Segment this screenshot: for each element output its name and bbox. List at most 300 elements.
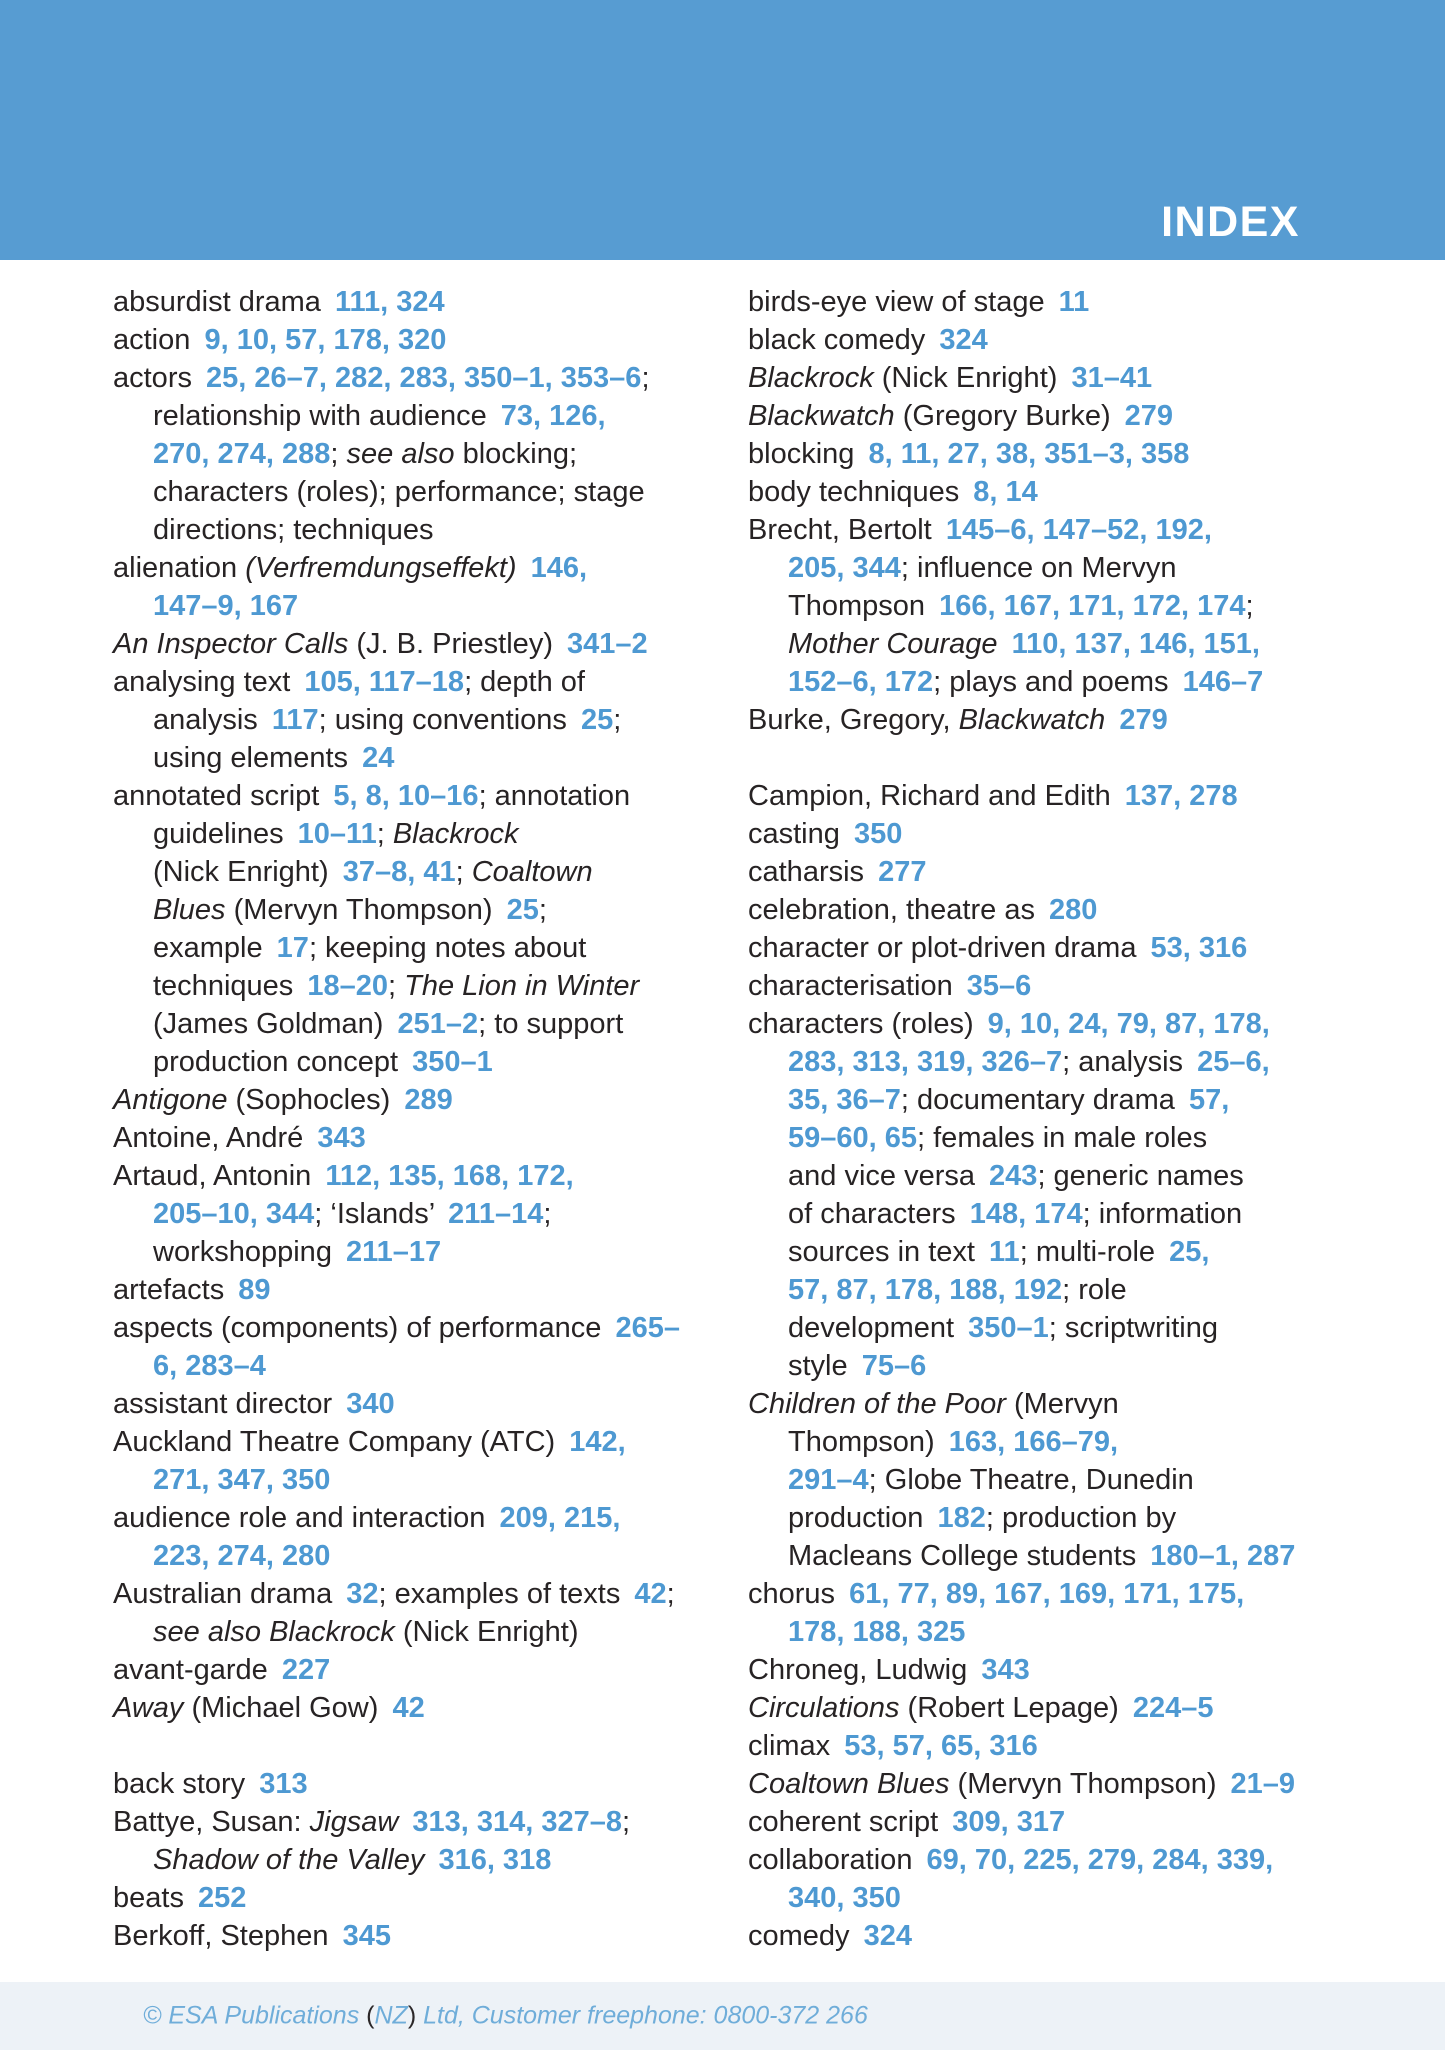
page-numbers: 223, 274, 280 bbox=[153, 1540, 331, 1572]
index-line bbox=[113, 1917, 725, 1955]
entry-text-italic: (Verfremdungseffekt) bbox=[245, 552, 525, 584]
page-numbers: 53, 316 bbox=[1150, 932, 1248, 964]
entry-text: ; females in male roles bbox=[917, 1122, 1208, 1154]
entry-text: black comedy bbox=[748, 324, 934, 356]
entry-text-italic: An Inspector Calls bbox=[113, 628, 349, 660]
entry-text: (Mervyn bbox=[1005, 1388, 1119, 1420]
page-numbers: 324 bbox=[939, 324, 988, 356]
entry-text: ; Globe Theatre, Dunedin bbox=[868, 1464, 1194, 1496]
index-line bbox=[113, 1347, 725, 1385]
entry-text: audience role and interaction bbox=[113, 1502, 494, 1534]
entry-text-italic: The Lion in Winter bbox=[404, 970, 640, 1002]
page-numbers: 271, 347, 350 bbox=[153, 1464, 331, 1496]
page-numbers: 224–5 bbox=[1132, 1692, 1214, 1724]
footer-text-segment: ) bbox=[407, 2001, 417, 2030]
page-numbers: 142, bbox=[569, 1426, 626, 1458]
entry-text: using elements bbox=[153, 742, 357, 774]
index-line bbox=[113, 1613, 725, 1651]
entry-text: comedy bbox=[748, 1920, 858, 1952]
page-numbers: 25, 26–7, 282, 283, 350–1, 353–6 bbox=[206, 362, 642, 394]
entry-text-italic: see also bbox=[346, 438, 455, 470]
index-line bbox=[748, 777, 1408, 815]
index-line bbox=[748, 1841, 1408, 1879]
page-numbers: 289 bbox=[404, 1084, 453, 1116]
page-numbers: 279 bbox=[1124, 400, 1174, 432]
index-line bbox=[113, 1841, 725, 1879]
page-numbers: 53, 57, 65, 316 bbox=[844, 1730, 1038, 1762]
entry-text: ; bbox=[666, 1578, 675, 1610]
page-numbers: 166, 167, 171, 172, 174 bbox=[939, 590, 1246, 622]
page-numbers: 277 bbox=[878, 856, 927, 888]
entry-text: ; information bbox=[1082, 1198, 1243, 1230]
index-line bbox=[748, 929, 1408, 967]
index-line bbox=[113, 1879, 725, 1917]
index-line bbox=[113, 473, 725, 511]
index-line bbox=[113, 1575, 725, 1613]
index-line bbox=[748, 891, 1408, 929]
index-line bbox=[748, 549, 1408, 587]
index-line bbox=[113, 815, 725, 853]
index-line bbox=[113, 511, 725, 549]
entry-text: (Nick Enright) bbox=[153, 856, 337, 888]
entry-text-italic: Jigsaw bbox=[309, 1806, 407, 1838]
index-line bbox=[113, 625, 725, 663]
entry-text: ; generic names bbox=[1037, 1160, 1244, 1192]
index-line bbox=[113, 359, 725, 397]
page-numbers: 350–1 bbox=[412, 1046, 493, 1078]
page-numbers: 145–6, 147–52, 192, bbox=[945, 514, 1212, 546]
entry-text: ; using conventions bbox=[318, 704, 575, 736]
entry-text: sources in text bbox=[788, 1236, 984, 1268]
index-line bbox=[748, 1689, 1408, 1727]
index-line bbox=[113, 739, 725, 777]
index-line bbox=[113, 777, 725, 815]
page-numbers: 313 bbox=[259, 1768, 308, 1800]
index-line bbox=[748, 359, 1408, 397]
index-line bbox=[113, 1195, 725, 1233]
index-line bbox=[748, 1005, 1408, 1043]
entry-text: production bbox=[788, 1502, 932, 1534]
entry-text: characters (roles); performance; stage bbox=[153, 476, 645, 508]
entry-text: Berkoff, Stephen bbox=[113, 1920, 337, 1952]
entry-text: alienation bbox=[113, 552, 246, 584]
index-line bbox=[748, 1157, 1408, 1195]
entry-text-italic: see also Blackrock bbox=[153, 1616, 395, 1648]
footer-text-segment: Ltd, Customer freephone: 0800-372 266 bbox=[416, 2001, 868, 2030]
page-numbers: 42 bbox=[634, 1578, 667, 1610]
index-line bbox=[748, 321, 1408, 359]
index-line bbox=[113, 853, 725, 891]
index-line bbox=[748, 1271, 1408, 1309]
entry-text: Thompson bbox=[788, 590, 934, 622]
entry-text: analysis bbox=[153, 704, 266, 736]
entry-text: ; bbox=[538, 894, 547, 926]
page-numbers: 75–6 bbox=[861, 1350, 927, 1382]
entry-text: (Mervyn Thompson) bbox=[225, 894, 501, 926]
entry-text: action bbox=[113, 324, 199, 356]
page-numbers: 35, 36–7 bbox=[788, 1084, 901, 1116]
entry-text: catharsis bbox=[748, 856, 873, 888]
page-numbers: 110, 137, 146, 151, bbox=[1011, 628, 1260, 660]
page-numbers: 182 bbox=[937, 1502, 986, 1534]
page-numbers: 73, 126, bbox=[500, 400, 606, 432]
entry-text: ; bbox=[376, 818, 393, 850]
entry-text-italic: Blackwatch bbox=[958, 704, 1114, 736]
blank-line bbox=[113, 1727, 725, 1765]
entry-text: ; influence on Mervyn bbox=[900, 552, 1177, 584]
index-line bbox=[748, 1195, 1408, 1233]
entry-text: of characters bbox=[788, 1198, 964, 1230]
page-numbers: 252 bbox=[198, 1882, 247, 1914]
page-numbers: 9, 10, 24, 79, 87, 178, bbox=[987, 1008, 1270, 1040]
index-line bbox=[113, 1537, 725, 1575]
entry-text: artefacts bbox=[113, 1274, 233, 1306]
page-numbers: 8, 14 bbox=[973, 476, 1038, 508]
entry-text: ; multi-role bbox=[1019, 1236, 1164, 1268]
page-numbers: 18–20 bbox=[307, 970, 388, 1002]
entry-text: ; examples of texts bbox=[378, 1578, 629, 1610]
index-line bbox=[113, 1043, 725, 1081]
page-numbers: 10–11 bbox=[297, 818, 377, 850]
index-line bbox=[113, 1385, 725, 1423]
footer-bar bbox=[0, 1982, 1445, 2050]
index-line bbox=[748, 1651, 1408, 1689]
page-numbers: 163, 166–79, bbox=[948, 1426, 1119, 1458]
page-numbers: 137, 278 bbox=[1124, 780, 1238, 812]
entry-text: workshopping bbox=[153, 1236, 340, 1268]
index-line bbox=[748, 1423, 1408, 1461]
page-numbers: 59–60, 65 bbox=[788, 1122, 918, 1154]
entry-text: characters (roles) bbox=[748, 1008, 982, 1040]
entry-text: ; analysis bbox=[1062, 1046, 1192, 1078]
page-numbers: 5, 8, 10–16 bbox=[333, 780, 479, 812]
page-numbers: 178, 188, 325 bbox=[788, 1616, 966, 1648]
page-numbers: 350 bbox=[853, 818, 903, 850]
entry-text: ; role bbox=[1062, 1274, 1127, 1306]
index-line bbox=[113, 701, 725, 739]
entry-text: (Gregory Burke) bbox=[894, 400, 1119, 432]
entry-text-italic: Children of the Poor bbox=[748, 1388, 1006, 1420]
entry-text: characterisation bbox=[748, 970, 961, 1002]
footer-text-segment: NZ bbox=[374, 2001, 408, 2030]
index-line bbox=[748, 1879, 1408, 1917]
index-line bbox=[113, 1005, 725, 1043]
page-numbers: 57, 87, 178, 188, 192 bbox=[788, 1274, 1063, 1306]
page-numbers: 341–2 bbox=[567, 628, 648, 660]
page-numbers: 343 bbox=[981, 1654, 1030, 1686]
entry-text: climax bbox=[748, 1730, 839, 1762]
index-line bbox=[113, 321, 725, 359]
index-line bbox=[748, 663, 1408, 701]
entry-text: (J. B. Priestley) bbox=[348, 628, 562, 660]
index-line bbox=[113, 891, 725, 929]
entry-text-italic: Coaltown bbox=[471, 856, 593, 888]
footer-text-segment: © ESA Publications bbox=[143, 2001, 367, 2030]
entry-text-italic: Mother Courage bbox=[788, 628, 1006, 660]
entry-text-italic: Blackwatch bbox=[748, 400, 895, 432]
page-numbers: 89 bbox=[238, 1274, 271, 1306]
page-numbers: 8, 11, 27, 38, 351–3, 358 bbox=[868, 438, 1190, 470]
page-numbers: 57, bbox=[1188, 1084, 1230, 1116]
page-numbers: 112, 135, 168, 172, bbox=[325, 1160, 574, 1192]
page-numbers: 227 bbox=[281, 1654, 331, 1686]
page-numbers: 152–6, 172 bbox=[788, 666, 934, 698]
page-title: INDEX bbox=[1161, 198, 1300, 246]
entry-text: ; plays and poems bbox=[933, 666, 1177, 698]
index-line bbox=[748, 1233, 1408, 1271]
page-numbers: 17 bbox=[276, 932, 309, 964]
page-numbers: 35–6 bbox=[966, 970, 1032, 1002]
index-line bbox=[748, 1461, 1408, 1499]
entry-text: ; bbox=[543, 1198, 552, 1230]
entry-text: example bbox=[153, 932, 271, 964]
footer-text bbox=[143, 2002, 868, 2031]
index-line bbox=[113, 1309, 725, 1347]
entry-text: Battye, Susan: bbox=[113, 1806, 310, 1838]
index-line bbox=[748, 967, 1408, 1005]
footer-text-segment: ( bbox=[366, 2001, 375, 2030]
entry-text: absurdist drama bbox=[113, 286, 329, 318]
entry-text: analysing text bbox=[113, 666, 299, 698]
header-banner bbox=[0, 0, 1445, 260]
entry-text: style bbox=[788, 1350, 856, 1382]
entry-text: ; bbox=[622, 1806, 631, 1838]
page-numbers: 243 bbox=[989, 1160, 1038, 1192]
index-line bbox=[748, 1309, 1408, 1347]
index-line bbox=[748, 625, 1408, 663]
page-numbers: 21–9 bbox=[1230, 1768, 1296, 1800]
entry-text: Burke, Gregory, bbox=[748, 704, 959, 736]
index-line bbox=[113, 283, 725, 321]
entry-text: coherent script bbox=[748, 1806, 947, 1838]
entry-text: avant-garde bbox=[113, 1654, 276, 1686]
entry-text: (Michael Gow) bbox=[183, 1692, 387, 1724]
page-numbers: 350–1 bbox=[968, 1312, 1049, 1344]
index-line bbox=[113, 435, 725, 473]
page-numbers: 205, 344 bbox=[788, 552, 901, 584]
page-numbers: 31–41 bbox=[1071, 362, 1153, 394]
entry-text: Brecht, Bertolt bbox=[748, 514, 940, 546]
entry-text: ; bbox=[330, 438, 347, 470]
entry-text: (Nick Enright) bbox=[873, 362, 1066, 394]
entry-text: relationship with audience bbox=[153, 400, 495, 432]
page-numbers: 291–4 bbox=[788, 1464, 869, 1496]
entry-text: ; bbox=[387, 970, 405, 1002]
entry-text-italic: Antigone bbox=[113, 1084, 228, 1116]
index-line bbox=[748, 587, 1408, 625]
page-numbers: 280 bbox=[1049, 894, 1098, 926]
index-line bbox=[748, 283, 1408, 321]
page-numbers: 25–6, bbox=[1197, 1046, 1270, 1078]
page-numbers: 147–9, 167 bbox=[153, 590, 299, 622]
page-numbers: 11 bbox=[989, 1236, 1020, 1268]
page-numbers: 316, 318 bbox=[438, 1844, 552, 1876]
page-numbers: 265– bbox=[615, 1312, 680, 1344]
entry-text: assistant director bbox=[113, 1388, 341, 1420]
index-column-left bbox=[113, 283, 725, 1955]
page-numbers: 146–7 bbox=[1182, 666, 1264, 698]
entry-text-italic: Away bbox=[113, 1692, 184, 1724]
page-numbers: 345 bbox=[342, 1920, 391, 1952]
index-line bbox=[748, 1727, 1408, 1765]
index-line bbox=[748, 1803, 1408, 1841]
page-numbers: 283, 313, 319, 326–7 bbox=[788, 1046, 1063, 1078]
page-numbers: 309, 317 bbox=[952, 1806, 1066, 1838]
page-numbers: 9, 10, 57, 178, 320 bbox=[204, 324, 447, 356]
index-line bbox=[748, 1347, 1408, 1385]
page-numbers: 69, 70, 225, 279, 284, 339, bbox=[926, 1844, 1274, 1876]
entry-text: ; bbox=[455, 856, 472, 888]
entry-text-italic: Circulations bbox=[748, 1692, 900, 1724]
entry-text: (James Goldman) bbox=[153, 1008, 392, 1040]
entry-text: and vice versa bbox=[788, 1160, 984, 1192]
entry-text: Antoine, André bbox=[113, 1122, 312, 1154]
page-numbers: 105, 117–18 bbox=[304, 666, 465, 698]
index-line bbox=[113, 1651, 725, 1689]
entry-text: production concept bbox=[153, 1046, 407, 1078]
entry-text: casting bbox=[748, 818, 848, 850]
index-line bbox=[113, 1461, 725, 1499]
page-numbers: 32 bbox=[346, 1578, 379, 1610]
index-line bbox=[748, 1765, 1408, 1803]
page-numbers: 148, 174 bbox=[969, 1198, 1083, 1230]
entry-text: celebration, theatre as bbox=[748, 894, 1044, 926]
entry-text: (Sophocles) bbox=[227, 1084, 399, 1116]
index-line bbox=[748, 1119, 1408, 1157]
entry-text: collaboration bbox=[748, 1844, 921, 1876]
entry-text: annotated script bbox=[113, 780, 328, 812]
index-line bbox=[748, 397, 1408, 435]
page-numbers: 209, 215, bbox=[499, 1502, 621, 1534]
entry-text: (Robert Lepage) bbox=[899, 1692, 1127, 1724]
index-line bbox=[113, 1423, 725, 1461]
entry-text: Australian drama bbox=[113, 1578, 341, 1610]
index-line bbox=[748, 511, 1408, 549]
entry-text: Thompson) bbox=[788, 1426, 943, 1458]
index-line bbox=[748, 1917, 1408, 1955]
page-numbers: 211–17 bbox=[346, 1236, 442, 1268]
index-line bbox=[748, 1385, 1408, 1423]
page-numbers: 205–10, 344 bbox=[153, 1198, 315, 1230]
index-line bbox=[748, 1537, 1408, 1575]
page-numbers: 6, 283–4 bbox=[153, 1350, 266, 1382]
index-line bbox=[113, 967, 725, 1005]
entry-text: ; to support bbox=[478, 1008, 624, 1040]
blank-line bbox=[748, 739, 1408, 777]
index-line bbox=[748, 473, 1408, 511]
page-numbers: 340 bbox=[346, 1388, 395, 1420]
index-line bbox=[113, 1765, 725, 1803]
index-line bbox=[748, 1081, 1408, 1119]
entry-text: (Nick Enright) bbox=[394, 1616, 579, 1648]
entry-text: development bbox=[788, 1312, 963, 1344]
page-numbers: 211–14 bbox=[448, 1198, 544, 1230]
entry-text: ; depth of bbox=[464, 666, 585, 698]
index-line bbox=[113, 587, 725, 625]
index-column-right bbox=[748, 283, 1408, 1955]
page-numbers: 25, bbox=[1169, 1236, 1210, 1268]
entry-text: ; keeping notes about bbox=[308, 932, 587, 964]
entry-text: ; scriptwriting bbox=[1048, 1312, 1218, 1344]
entry-text: ; production by bbox=[985, 1502, 1177, 1534]
page-numbers: 25 bbox=[580, 704, 614, 736]
index-line bbox=[748, 1499, 1408, 1537]
page-numbers: 146, bbox=[530, 552, 588, 584]
entry-text: birds-eye view of stage bbox=[748, 286, 1053, 318]
entry-text: ; ‘Islands’ bbox=[314, 1198, 443, 1230]
index-line bbox=[113, 1233, 725, 1271]
entry-text: techniques bbox=[153, 970, 302, 1002]
page-numbers: 37–8, 41 bbox=[342, 856, 456, 888]
entry-text: directions; techniques bbox=[153, 514, 434, 546]
index-line bbox=[748, 1575, 1408, 1613]
page-numbers: 24 bbox=[362, 742, 395, 774]
index-line bbox=[748, 435, 1408, 473]
entry-text: aspects (components) of performance bbox=[113, 1312, 610, 1344]
index-line bbox=[113, 663, 725, 701]
entry-text: ; bbox=[1245, 590, 1254, 622]
page-numbers: 251–2 bbox=[397, 1008, 479, 1040]
entry-text: Chroneg, Ludwig bbox=[748, 1654, 976, 1686]
page-numbers: 313, 314, 327–8 bbox=[412, 1806, 623, 1838]
entry-text: actors bbox=[113, 362, 201, 394]
page-numbers: 279 bbox=[1119, 704, 1168, 736]
entry-text: (Mervyn Thompson) bbox=[949, 1768, 1225, 1800]
entry-text: blocking bbox=[748, 438, 863, 470]
entry-text: guidelines bbox=[153, 818, 292, 850]
index-line bbox=[113, 1499, 725, 1537]
index-line bbox=[748, 1043, 1408, 1081]
entry-text: body techniques bbox=[748, 476, 968, 508]
entry-text: Macleans College students bbox=[788, 1540, 1145, 1572]
index-line bbox=[113, 1119, 725, 1157]
page-numbers: 25 bbox=[506, 894, 539, 926]
entry-text: blocking; bbox=[454, 438, 578, 470]
entry-text: character or plot-driven drama bbox=[748, 932, 1145, 964]
entry-text: Auckland Theatre Company (ATC) bbox=[113, 1426, 564, 1458]
entry-text: ; bbox=[641, 362, 650, 394]
entry-text: beats bbox=[113, 1882, 192, 1914]
page-numbers: 42 bbox=[392, 1692, 425, 1724]
entry-text: ; annotation bbox=[478, 780, 631, 812]
entry-text: Artaud, Antonin bbox=[113, 1160, 320, 1192]
page-numbers: 111, 324 bbox=[335, 286, 445, 318]
page-numbers: 343 bbox=[317, 1122, 366, 1154]
index-line bbox=[113, 1157, 725, 1195]
entry-text: ; bbox=[613, 704, 622, 736]
index-line bbox=[113, 1271, 725, 1309]
entry-text: ; documentary drama bbox=[900, 1084, 1183, 1116]
page-numbers: 11 bbox=[1058, 286, 1090, 318]
page-numbers: 180–1, 287 bbox=[1150, 1540, 1296, 1572]
index-line bbox=[113, 397, 725, 435]
index-line bbox=[113, 1803, 725, 1841]
index-line bbox=[113, 929, 725, 967]
index-line bbox=[113, 1689, 725, 1727]
page-numbers: 270, 274, 288 bbox=[153, 438, 331, 470]
entry-text-italic: Shadow of the Valley bbox=[153, 1844, 433, 1876]
entry-text: Campion, Richard and Edith bbox=[748, 780, 1119, 812]
entry-text-italic: Blues bbox=[153, 894, 226, 926]
index-line bbox=[748, 853, 1408, 891]
index-line bbox=[748, 701, 1408, 739]
entry-text-italic: Blackrock bbox=[392, 818, 519, 850]
index-line bbox=[113, 1081, 725, 1119]
entry-text: back story bbox=[113, 1768, 254, 1800]
index-line bbox=[748, 1613, 1408, 1651]
index-line bbox=[113, 549, 725, 587]
entry-text-italic: Blackrock bbox=[748, 362, 874, 394]
